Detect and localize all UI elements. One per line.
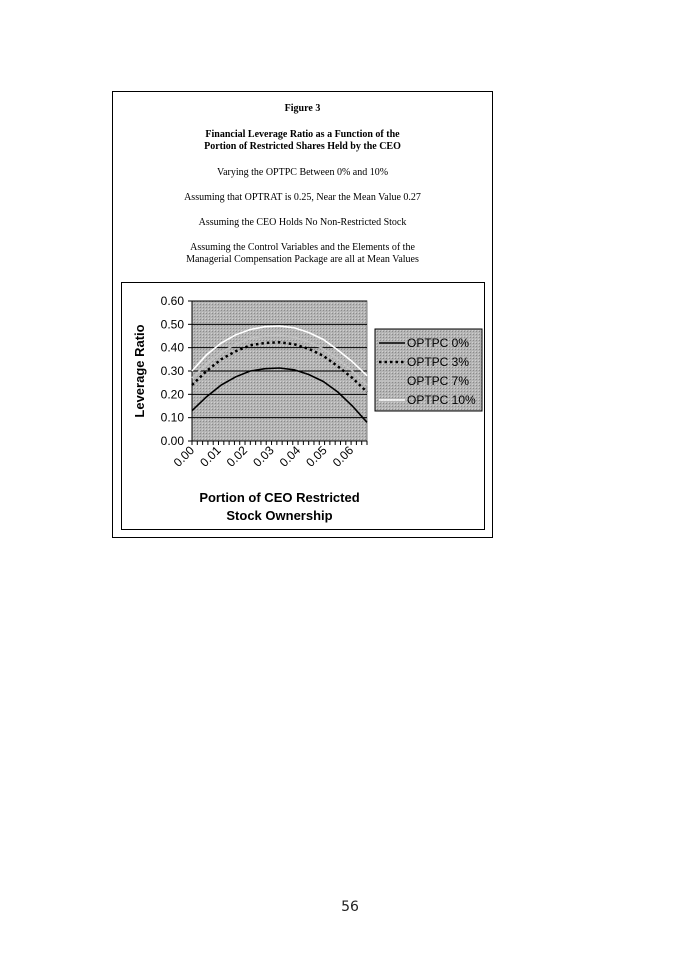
x-tick-label: 0.05: [303, 443, 330, 470]
x-tick-label: 0.01: [197, 443, 224, 470]
x-axis-label-line2: Stock Ownership: [226, 508, 333, 523]
leverage-ratio-chart: [122, 283, 486, 531]
y-tick-label: 0.50: [160, 317, 184, 332]
y-tick-label: 0.00: [160, 434, 184, 448]
figure-title-line2: Portion of Restricted Shares Held by the CEO: [204, 141, 401, 152]
x-tick-label: 0.03: [250, 443, 277, 470]
figure-title-line1: Financial Leverage Ratio as a Function of the: [205, 129, 400, 140]
legend-label: OPTPC 7%: [407, 374, 470, 388]
figure-note-optrat: Assuming that OPTRAT is 0.25, Near the Mean Value 0.27: [184, 192, 421, 203]
y-tick-label: 0.20: [160, 387, 184, 402]
legend-label: OPTPC 0%: [407, 336, 470, 350]
figure-label: Figure 3: [284, 103, 321, 114]
chart-legend: [375, 329, 482, 411]
chart-container: [121, 282, 485, 530]
legend-label: OPTPC 3%: [407, 355, 470, 369]
x-axis-label-line1: Portion of CEO Restricted: [199, 490, 360, 505]
figure-note-optpc: Varying the OPTPC Between 0% and 10%: [216, 167, 389, 178]
page-number: 56: [341, 899, 359, 915]
figure-note-controls-line2: Managerial Compensation Package are all at Mean Values: [186, 254, 419, 265]
legend-label: OPTPC 10%: [407, 393, 476, 407]
x-tick-label: 0.02: [223, 443, 251, 470]
y-tick-label: 0.30: [160, 364, 184, 378]
figure-note-controls-line1: Assuming the Control Variables and the Elements of the: [190, 242, 415, 253]
x-tick-label: 0.00: [170, 443, 198, 470]
y-tick-label: 0.40: [160, 340, 184, 355]
y-axis-label: Leverage Ratio: [132, 324, 147, 418]
figure-note-stock: Assuming the CEO Holds No Non-Restricted Stock: [198, 217, 407, 228]
y-tick-label: 0.60: [160, 294, 184, 308]
x-tick-label: 0.04: [276, 443, 304, 470]
x-tick-label: 0.06: [329, 443, 357, 470]
y-tick-label: 0.10: [160, 410, 184, 425]
